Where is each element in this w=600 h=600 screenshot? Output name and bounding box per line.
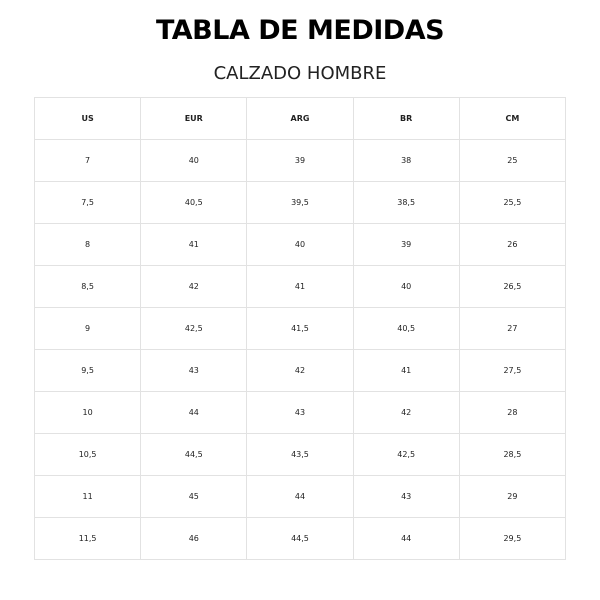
column-header-br: BR <box>353 98 459 140</box>
table-row <box>35 476 566 518</box>
table-cell: 44 <box>247 476 353 518</box>
table-cell: 43 <box>141 350 247 392</box>
table-row <box>35 140 566 182</box>
table-cell: 25,5 <box>459 182 565 224</box>
table-cell: 27,5 <box>459 350 565 392</box>
table-header-row <box>35 98 566 140</box>
table-row <box>35 182 566 224</box>
table-cell: 10 <box>35 392 141 434</box>
table-row <box>35 518 566 560</box>
table-cell: 29 <box>459 476 565 518</box>
column-header-us: US <box>35 98 141 140</box>
table-cell: 11,5 <box>35 518 141 560</box>
column-header-arg: ARG <box>247 98 353 140</box>
table-cell: 43,5 <box>247 434 353 476</box>
size-table <box>34 97 566 560</box>
table-cell: 44 <box>353 518 459 560</box>
table-row <box>35 350 566 392</box>
table-cell: 26 <box>459 224 565 266</box>
table-cell: 25 <box>459 140 565 182</box>
table-cell: 9,5 <box>35 350 141 392</box>
page-subtitle: CALZADO HOMBRE <box>213 63 387 84</box>
table-cell: 8,5 <box>35 266 141 308</box>
table-row <box>35 308 566 350</box>
table-cell: 43 <box>353 476 459 518</box>
table-cell: 39 <box>353 224 459 266</box>
table-cell: 7 <box>35 140 141 182</box>
table-cell: 8 <box>35 224 141 266</box>
table-cell: 40 <box>353 266 459 308</box>
page-title: TABLA DE MEDIDAS <box>155 15 445 46</box>
table-row <box>35 434 566 476</box>
table-cell: 38 <box>353 140 459 182</box>
table-cell: 44 <box>141 392 247 434</box>
table-row <box>35 224 566 266</box>
table-cell: 41,5 <box>247 308 353 350</box>
table-cell: 26,5 <box>459 266 565 308</box>
table-cell: 40 <box>247 224 353 266</box>
table-cell: 7,5 <box>35 182 141 224</box>
table-cell: 42 <box>141 266 247 308</box>
table-cell: 28 <box>459 392 565 434</box>
table-cell: 42,5 <box>353 434 459 476</box>
table-cell: 44,5 <box>141 434 247 476</box>
table-cell: 42,5 <box>141 308 247 350</box>
table-cell: 40 <box>141 140 247 182</box>
column-header-eur: EUR <box>141 98 247 140</box>
table-cell: 40,5 <box>141 182 247 224</box>
table-cell: 27 <box>459 308 565 350</box>
table-cell: 11 <box>35 476 141 518</box>
table-cell: 41 <box>141 224 247 266</box>
table-cell: 39,5 <box>247 182 353 224</box>
table-cell: 41 <box>247 266 353 308</box>
table-row <box>35 392 566 434</box>
table-cell: 39 <box>247 140 353 182</box>
table-cell: 28,5 <box>459 434 565 476</box>
table-cell: 42 <box>247 350 353 392</box>
table-cell: 38,5 <box>353 182 459 224</box>
table-row <box>35 266 566 308</box>
table-cell: 9 <box>35 308 141 350</box>
table-cell: 44,5 <box>247 518 353 560</box>
table-cell: 42 <box>353 392 459 434</box>
table-cell: 46 <box>141 518 247 560</box>
table-cell: 41 <box>353 350 459 392</box>
table-cell: 10,5 <box>35 434 141 476</box>
column-header-cm: CM <box>459 98 565 140</box>
table-cell: 29,5 <box>459 518 565 560</box>
table-cell: 43 <box>247 392 353 434</box>
table-cell: 45 <box>141 476 247 518</box>
table-cell: 40,5 <box>353 308 459 350</box>
